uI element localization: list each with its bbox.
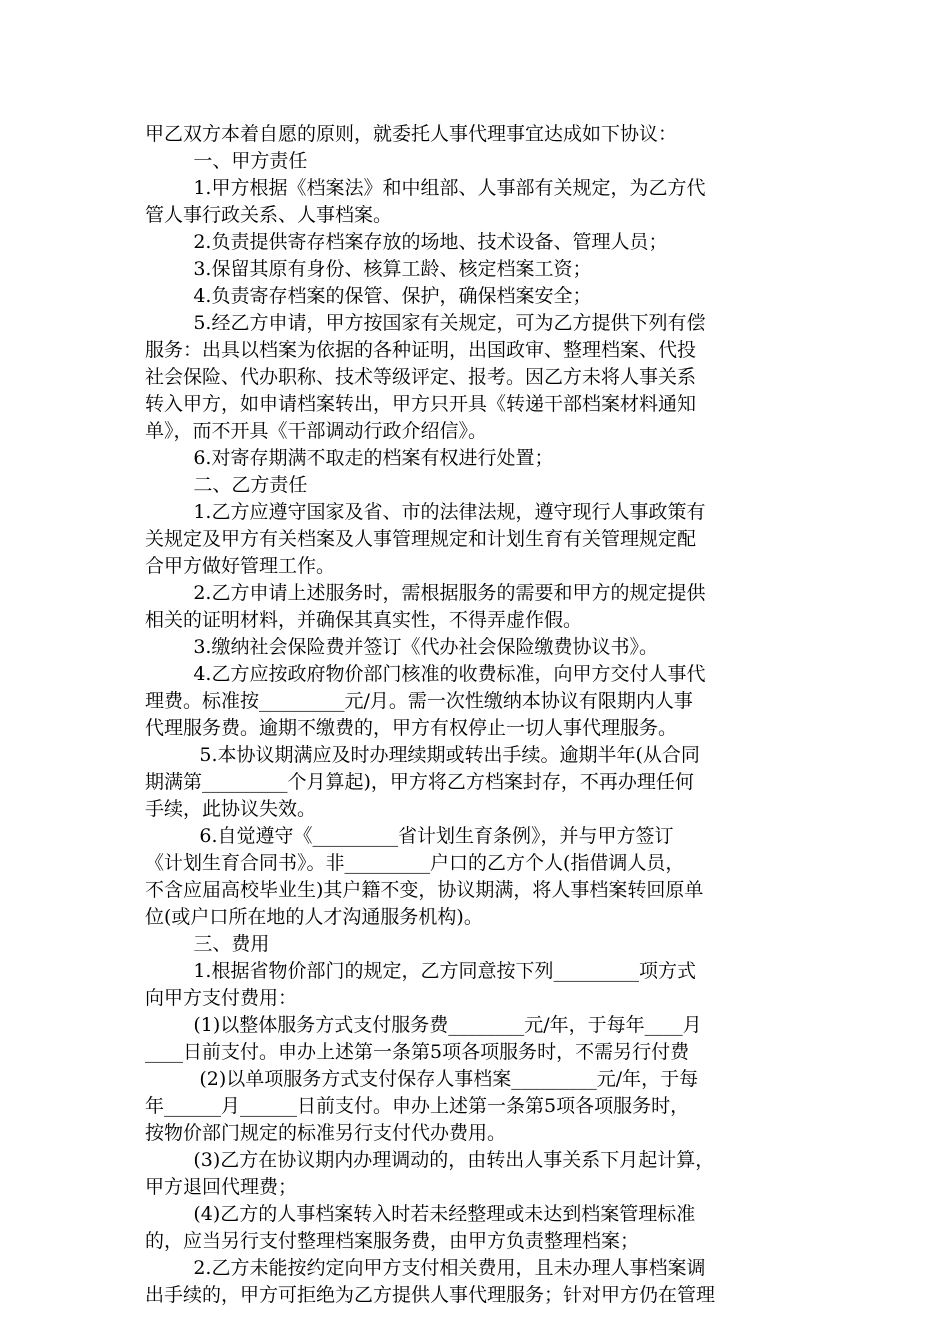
text-line: 1.根据省物价部门的规定，乙方同意按下列_________项方式 [145, 960, 696, 982]
text-line: 向甲方支付费用： [145, 987, 298, 1009]
text-line: 4.负责寄存档案的保管、保护，确保档案安全； [145, 285, 592, 307]
text-line: 甲方退回代理费； [145, 1176, 298, 1198]
text-line: 单》，而不开具《干部调动行政介绍信》。 [145, 420, 488, 442]
text-line: 代理服务费。逾期不缴费的，甲方有权停止一切人事代理服务。 [145, 717, 678, 739]
text-line: ____日前支付。申办上述第一条第5项各项服务时，不需另行付费 [145, 1041, 690, 1063]
text-line: 甲乙双方本着自愿的原则，就委托人事代理事宜达成如下协议： [145, 123, 678, 145]
document-body [145, 121, 810, 1309]
text-line: 1.乙方应遵守国家及省、市的法律法规，遵守现行人事政策有 [145, 501, 706, 523]
text-line: 2.负责提供寄存档案存放的场地、技术设备、管理人员； [145, 231, 668, 253]
text-line: 服务：出具以档案为依据的各种证明，出国政审、整理档案、代投 [145, 339, 697, 361]
text-line: 关规定及甲方有关档案及人事管理规定和计划生育有关管理规定配 [145, 528, 697, 550]
text-line: 6.自觉遵守《_________省计划生育条例》，并与甲方签订 [145, 825, 674, 847]
text-line: 按物价部门规定的标准另行支付代办费用。 [145, 1122, 507, 1144]
text-line: 转入甲方，如申请档案转出，甲方只开具《转递干部档案材料通知 [145, 393, 697, 415]
text-line: 2.乙方申请上述服务时，需根据服务的需要和甲方的规定提供 [145, 582, 706, 604]
text-line: 社会保险、代办职称、技术等级评定、报考。因乙方未将人事关系 [145, 366, 697, 388]
text-line: 年______月______日前支付。申办上述第一条第5项各项服务时， [145, 1095, 690, 1117]
text-line: 管人事行政关系、人事档案。 [145, 204, 393, 226]
text-line: 相关的证明材料，并确保其真实性，不得弄虚作假。 [145, 609, 583, 631]
text-line: 2.乙方未能按约定向甲方支付相关费用，且未办理人事档案调 [145, 1257, 706, 1279]
text-line: 理费。标准按_________元/月。需一次性缴纳本协议有限期内人事 [145, 690, 693, 712]
text-line: 期满第_________个月算起)，甲方将乙方档案封存，不再办理任何 [145, 771, 694, 793]
text-line: 4.乙方应按政府物价部门核准的收费标准，向甲方交付人事代 [145, 663, 706, 685]
text-line: 3.保留其原有身份、核算工龄、核定档案工资； [145, 258, 592, 280]
text-line: (4)乙方的人事档案转入时若未经整理或未达到档案管理标准 [145, 1203, 696, 1225]
text-line: (3)乙方在协议期内办理调动的，由转出人事关系下月起计算， [145, 1149, 715, 1171]
text-line: 出手续的，甲方可拒绝为乙方提供人事代理服务；针对甲方仍在管理 [145, 1284, 716, 1306]
text-line: 合甲方做好管理工作。 [145, 555, 336, 577]
section-heading-fees: 三、费用 [145, 933, 270, 955]
text-line: 5.经乙方申请，甲方按国家有关规定，可为乙方提供下列有偿 [145, 312, 706, 334]
text-line: 3.缴纳社会保险费并签订《代办社会保险缴费协议书》。 [145, 636, 658, 658]
text-line: 《计划生育合同书》。非_________户口的乙方个人(指借调人员， [145, 852, 685, 874]
text-line: (1)以整体服务方式支付服务费________元/年，于每年____月 [145, 1014, 702, 1036]
text-line: 6.对寄存期满不取走的档案有权进行处置； [145, 447, 554, 469]
section-heading-party-b: 二、乙方责任 [145, 474, 308, 496]
text-line: 手续，此协议失效。 [145, 798, 317, 820]
text-line: 位(或户口所在地的人才沟通服务机构)。 [145, 906, 483, 928]
text-line: 1.甲方根据《档案法》和中组部、人事部有关规定，为乙方代 [145, 177, 706, 199]
text-line: 不含应届高校毕业生)其户籍不变，协议期满，将人事档案转回原单 [145, 879, 704, 901]
text-line: (2)以单项服务方式支付保存人事档案_________元/年，于每 [145, 1068, 699, 1090]
text-line: 5.本协议期满应及时办理续期或转出手续。逾期半年(从合同 [145, 744, 700, 766]
text-line: 的，应当另行支付整理档案服务费，由甲方负责整理档案； [145, 1230, 640, 1252]
section-heading-party-a: 一、甲方责任 [145, 150, 308, 172]
